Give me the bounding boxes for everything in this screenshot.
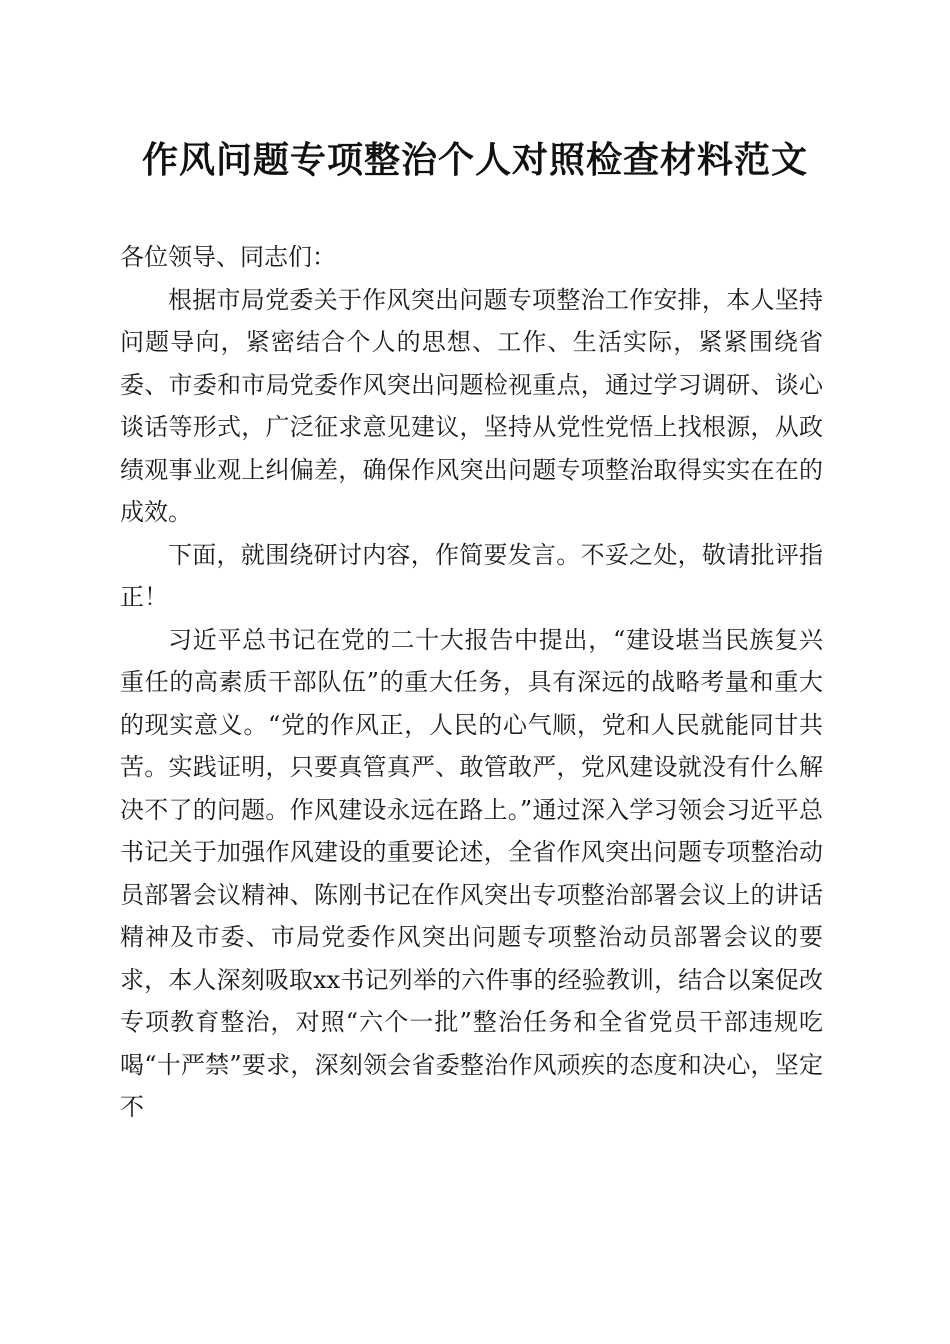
paragraph-transition: 下面，就围绕研讨内容，作简要发言。不妥之处，敬请批评指正！ — [120, 540, 823, 611]
paragraph-main: 习近平总书记在党的二十大报告中提出，“建设堪当民族复兴重任的高素质干部队伍”的重大任务，具有深远的战略考量和重大的现实意义。“党的作风正，人民的心气顺，党和人民就能同甘共苦。实践证明，只要真管真严、敢管敢严，党风建设就没有什么解决不了的问题。作风建设永远在路上。”通过深入学习领会习近平总书记关于加强作风建设的重要论述，全省作风突出问题专项整治动员部署会议精神、陈刚书记在作风突出专项整治部署会议上的讲话精神及市委、市局党委作风突出问题专项整治动员部署会议的要求，本人深刻吸取xx书记列举的六件事的经验教训，结合以案促改专项教育整治，对照“六个一批”整治任务和全省党员干部违规吃喝“十严禁”要求，深刻领会省委整治作风顽疾的态度和决心，坚定不 — [120, 625, 823, 1121]
paragraph-intro: 根据市局党委关于作风突出问题专项整治工作安排，本人坚持问题导向，紧密结合个人的思想、工作、生活实际，紧紧围绕省委、市委和市局党委作风突出问题检视重点，通过学习调研、谈心谈话等形式，广泛征求意见建议，坚持从党性党悟上找根源，从政绩观事业观上纠偏差，确保作风突出问题专项整治取得实实在在的成效。 — [120, 285, 823, 526]
salutation: 各位领导、同志们： — [120, 243, 336, 271]
document-title: 作风问题专项整治个人对照检查材料范文 — [141, 139, 808, 181]
document-body — [120, 236, 823, 1129]
